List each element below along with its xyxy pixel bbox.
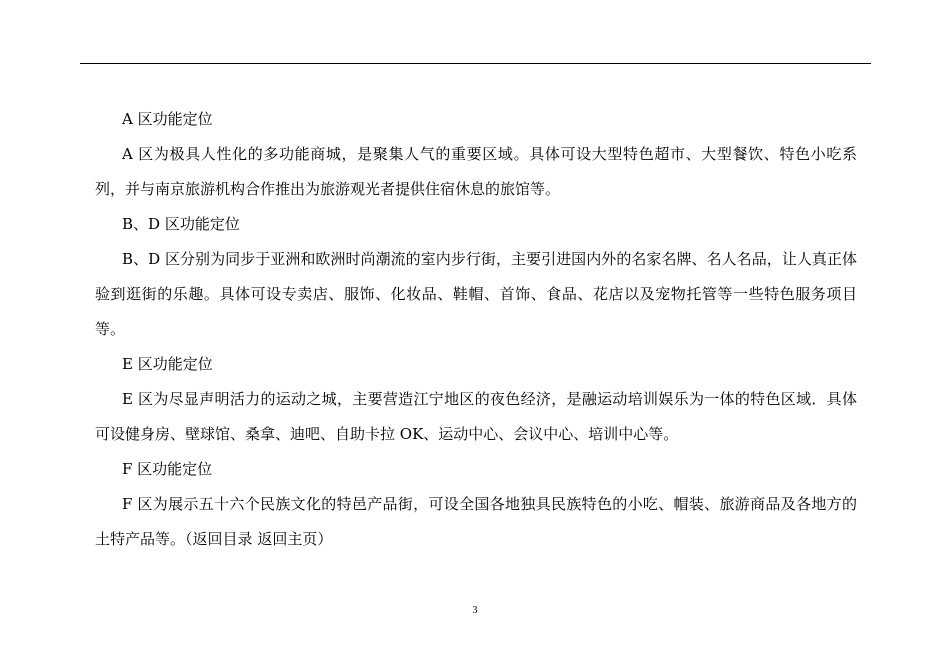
section-a-body: A 区为极具人性化的多功能商城，是聚集人气的重要区域。具体可设大型特色超市、大型餐饮、特色小吃系列，并与南京旅游机构合作推出为旅游观光者提供住宿休息的旅馆等。	[95, 145, 857, 198]
back-to-toc-link[interactable]: 返回目录	[192, 530, 253, 548]
section-bd-body: B、D 区分别为同步于亚洲和欧洲时尚潮流的室内步行街，主要引进国内外的名家名牌、名人名品，让人真正体验到逛街的乐趣。具体可设专卖店、服饰、化妆品、鞋帽、首饰、食品、花店以及宠物托管等一些特色服务项目等。	[95, 250, 857, 338]
back-links-close-paren: ）	[317, 530, 333, 548]
section-a-heading: A 区功能定位	[122, 110, 213, 128]
section-e-body: E 区为尽显声明活力的运动之城，主要营造江宁地区的夜色经济，是融运动培训娱乐为一体的特色区域．具体可设健身房、壁球馆、桑拿、迪吧、自助卡拉 OK、运动中心、会议中心、培训中心等。	[95, 390, 857, 443]
back-to-home-link[interactable]: 返回主页	[257, 530, 318, 548]
section-f-paragraph	[95, 487, 857, 557]
back-links-open-paren: （	[185, 530, 193, 548]
page-number: 3	[472, 605, 478, 616]
header-rule	[80, 63, 871, 64]
section-e-heading: E 区功能定位	[122, 355, 213, 373]
section-f-body: F 区为展示五十六个民族文化的特邑产品街，可设全国各地独具民族特色的小吃、帽装、旅游商品及各地方的土特产品等。	[95, 495, 857, 548]
document-body	[95, 102, 857, 557]
back-links	[185, 530, 332, 548]
section-bd-heading: B、D 区功能定位	[122, 215, 240, 233]
section-f-heading: F 区功能定位	[122, 460, 213, 478]
